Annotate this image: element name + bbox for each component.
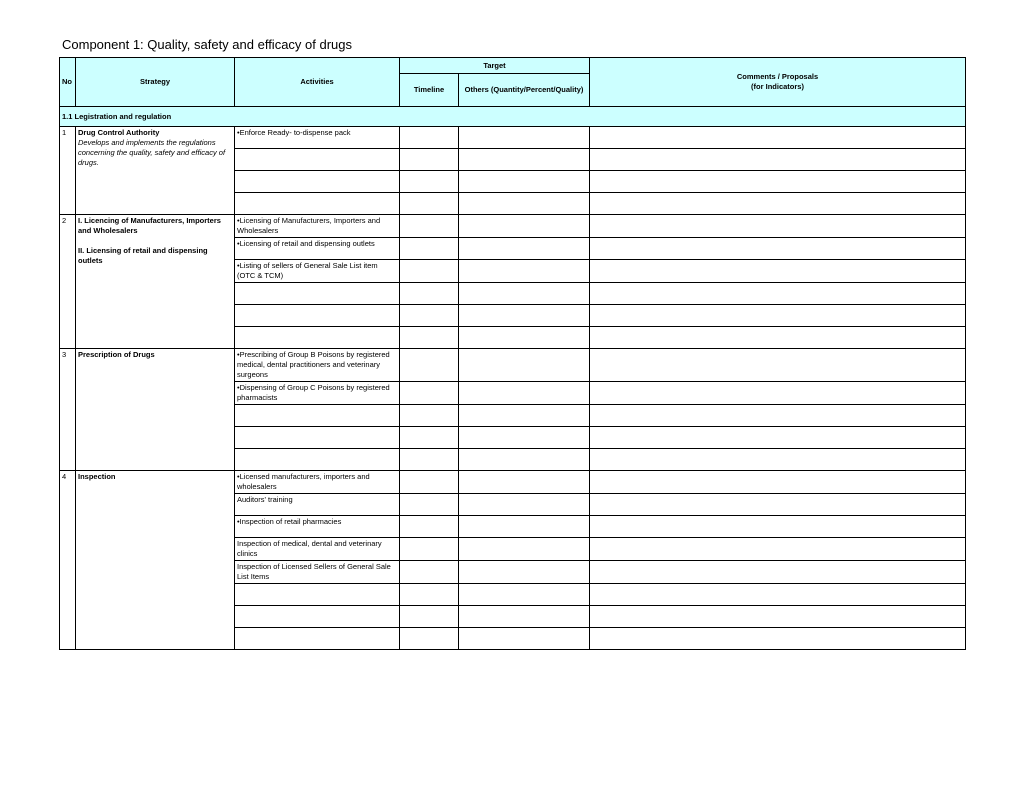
timeline-cell[interactable] xyxy=(400,561,459,584)
timeline-cell[interactable] xyxy=(400,283,459,305)
timeline-cell[interactable] xyxy=(400,238,459,260)
comments-cell[interactable] xyxy=(590,327,966,349)
activity-cell xyxy=(235,449,400,471)
timeline-cell[interactable] xyxy=(400,628,459,650)
activity-cell: •Prescribing of Group B Poisons by registered medical, dental practitioners and veterinary surgeons xyxy=(235,349,400,382)
activity-cell xyxy=(235,171,400,193)
activity-cell xyxy=(235,283,400,305)
others-cell[interactable] xyxy=(459,349,590,382)
others-cell[interactable] xyxy=(459,327,590,349)
strategy-title-2: II. Licensing of retail and dispensing outlets xyxy=(78,246,208,265)
strategy-cell xyxy=(76,215,235,349)
comments-cell[interactable] xyxy=(590,471,966,494)
timeline-cell[interactable] xyxy=(400,215,459,238)
others-cell[interactable] xyxy=(459,149,590,171)
others-cell[interactable] xyxy=(459,471,590,494)
header-comments-line2: (for Indicators) xyxy=(751,82,804,91)
drug-quality-table xyxy=(59,57,966,650)
others-cell[interactable] xyxy=(459,516,590,538)
comments-cell[interactable] xyxy=(590,561,966,584)
comments-cell[interactable] xyxy=(590,494,966,516)
activity-cell: •Licensed manufacturers, importers and wholesalers xyxy=(235,471,400,494)
comments-cell[interactable] xyxy=(590,215,966,238)
others-cell[interactable] xyxy=(459,405,590,427)
timeline-cell[interactable] xyxy=(400,449,459,471)
header-activities: Activities xyxy=(235,58,400,107)
comments-cell[interactable] xyxy=(590,382,966,405)
activity-cell: •Enforce Ready- to-dispense pack xyxy=(235,127,400,149)
header-strategy: Strategy xyxy=(76,58,235,107)
timeline-cell[interactable] xyxy=(400,260,459,283)
others-cell[interactable] xyxy=(459,584,590,606)
timeline-cell[interactable] xyxy=(400,494,459,516)
header-others: Others (Quantity/Percent/Quality) xyxy=(459,74,590,107)
others-cell[interactable] xyxy=(459,427,590,449)
activity-cell: Auditors' training xyxy=(235,494,400,516)
others-cell[interactable] xyxy=(459,606,590,628)
others-cell[interactable] xyxy=(459,127,590,149)
others-cell[interactable] xyxy=(459,215,590,238)
comments-cell[interactable] xyxy=(590,584,966,606)
comments-cell[interactable] xyxy=(590,305,966,327)
strategy-cell xyxy=(76,127,235,215)
comments-cell[interactable] xyxy=(590,260,966,283)
header-timeline: Timeline xyxy=(400,74,459,107)
activity-cell xyxy=(235,628,400,650)
timeline-cell[interactable] xyxy=(400,382,459,405)
comments-cell[interactable] xyxy=(590,628,966,650)
page-title: Component 1: Quality, safety and efficacy of drugs xyxy=(62,37,353,52)
comments-cell[interactable] xyxy=(590,449,966,471)
activity-cell xyxy=(235,405,400,427)
timeline-cell[interactable] xyxy=(400,606,459,628)
activity-cell xyxy=(235,327,400,349)
header-target: Target xyxy=(400,58,590,74)
strategy-cell xyxy=(76,471,235,650)
row-number: 2 xyxy=(60,215,76,349)
timeline-cell[interactable] xyxy=(400,516,459,538)
activity-cell xyxy=(235,193,400,215)
others-cell[interactable] xyxy=(459,238,590,260)
timeline-cell[interactable] xyxy=(400,171,459,193)
comments-cell[interactable] xyxy=(590,405,966,427)
timeline-cell[interactable] xyxy=(400,349,459,382)
others-cell[interactable] xyxy=(459,193,590,215)
comments-cell[interactable] xyxy=(590,606,966,628)
strategy-title: Drug Control Authority xyxy=(78,128,160,137)
timeline-cell[interactable] xyxy=(400,127,459,149)
others-cell[interactable] xyxy=(459,305,590,327)
others-cell[interactable] xyxy=(459,171,590,193)
activity-cell xyxy=(235,305,400,327)
header-no: No xyxy=(60,58,76,107)
comments-cell[interactable] xyxy=(590,283,966,305)
strategy-cell xyxy=(76,349,235,471)
others-cell[interactable] xyxy=(459,561,590,584)
timeline-cell[interactable] xyxy=(400,149,459,171)
timeline-cell[interactable] xyxy=(400,193,459,215)
activity-cell: •Inspection of retail pharmacies xyxy=(235,516,400,538)
row-number: 3 xyxy=(60,349,76,471)
timeline-cell[interactable] xyxy=(400,405,459,427)
timeline-cell[interactable] xyxy=(400,327,459,349)
others-cell[interactable] xyxy=(459,382,590,405)
header-comments xyxy=(590,58,966,107)
timeline-cell[interactable] xyxy=(400,584,459,606)
activity-cell xyxy=(235,149,400,171)
activity-cell: •Dispensing of Group C Poisons by registered pharmacists xyxy=(235,382,400,405)
comments-cell[interactable] xyxy=(590,538,966,561)
others-cell[interactable] xyxy=(459,538,590,561)
others-cell[interactable] xyxy=(459,494,590,516)
activity-cell xyxy=(235,584,400,606)
comments-cell[interactable] xyxy=(590,349,966,382)
activity-cell: •Licensing of retail and dispensing outlets xyxy=(235,238,400,260)
row-number: 4 xyxy=(60,471,76,650)
comments-cell[interactable] xyxy=(590,427,966,449)
timeline-cell[interactable] xyxy=(400,305,459,327)
timeline-cell[interactable] xyxy=(400,427,459,449)
comments-cell[interactable] xyxy=(590,238,966,260)
others-cell[interactable] xyxy=(459,449,590,471)
timeline-cell[interactable] xyxy=(400,471,459,494)
activity-cell xyxy=(235,606,400,628)
activity-cell: Inspection of medical, dental and veterinary clinics xyxy=(235,538,400,561)
others-cell[interactable] xyxy=(459,628,590,650)
others-cell[interactable] xyxy=(459,283,590,305)
strategy-title: Prescription of Drugs xyxy=(78,350,155,359)
row-number: 1 xyxy=(60,127,76,215)
activity-cell xyxy=(235,427,400,449)
timeline-cell[interactable] xyxy=(400,538,459,561)
others-cell[interactable] xyxy=(459,260,590,283)
section-title: 1.1 Legistration and regulation xyxy=(60,107,966,127)
activity-cell: •Listing of sellers of General Sale List item (OTC & TCM) xyxy=(235,260,400,283)
activity-cell: Inspection of Licensed Sellers of General Sale List Items xyxy=(235,561,400,584)
strategy-description: Develops and implements the regulations concerning the quality, safety and efficacy of drugs. xyxy=(78,138,226,167)
strategy-title: I. Licencing of Manufacturers, Importers and Wholesalers xyxy=(78,216,221,235)
comments-cell[interactable] xyxy=(590,127,966,149)
header-comments-line1: Comments / Proposals xyxy=(736,72,819,81)
comments-cell[interactable] xyxy=(590,149,966,171)
activity-cell: •Licensing of Manufacturers, Importers and Wholesalers xyxy=(235,215,400,238)
comments-cell[interactable] xyxy=(590,171,966,193)
strategy-title: Inspection xyxy=(78,472,116,481)
comments-cell[interactable] xyxy=(590,516,966,538)
comments-cell[interactable] xyxy=(590,193,966,215)
